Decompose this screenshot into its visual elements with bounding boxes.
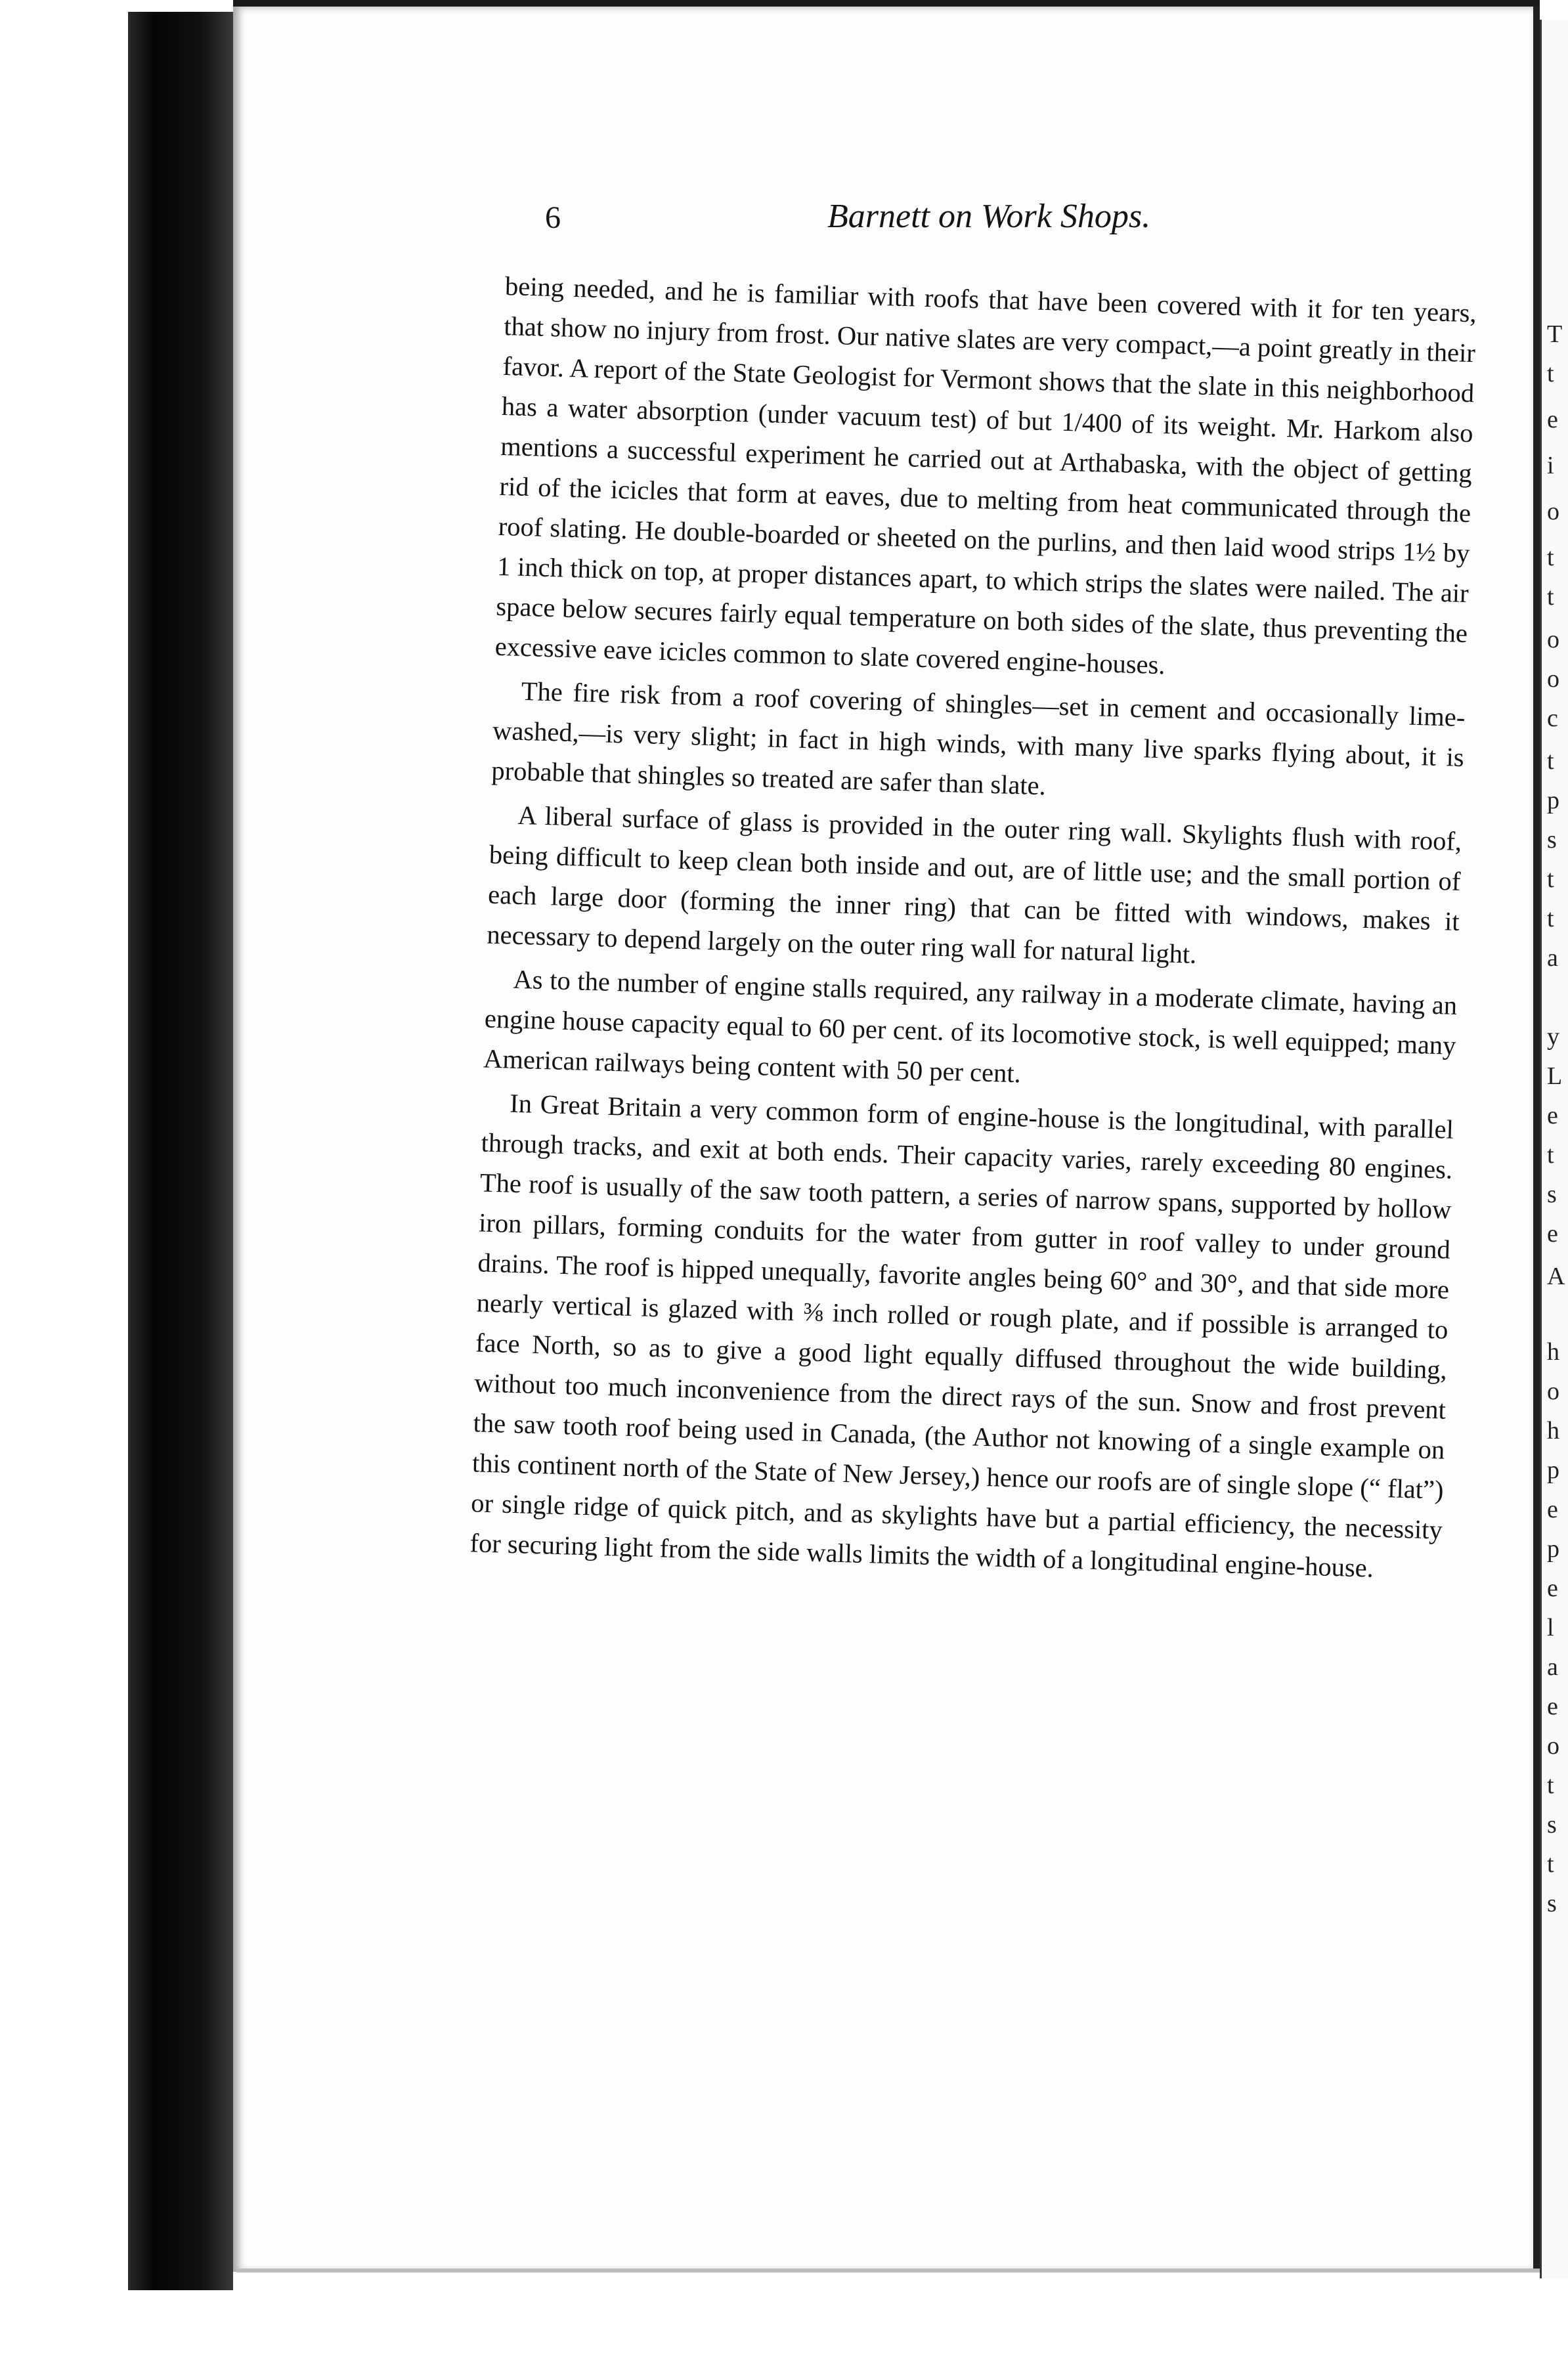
facing-page-letter: p [1547, 1535, 1559, 1563]
paragraph: being needed, and he is familiar with roofs that have been covered with it for ten years, that show no injury from frost. Our native slates are very compact,—a point greatly in their favor. A report of the State Geologist for Vermont shows that the slate in this neighborhood has a water absorption (under vacuum test) of but 1/400 of its weight. Mr. Harkom also mentions a successful experiment he carried out at Arthabaska, with the object of getting rid of the icicles that form at eaves, due to melting from heat communicated through the roof slating. He double-boarded or sheeted on the purlins, and then laid wood strips 1½ by 1 inch thick on top, at proper distances apart, to which strips the slates were nailed. The air space below secures fairly equal temperature on both sides of the slate, thus preventing the excessive eave icicles common to slate covered engine-houses. [494, 271, 1477, 680]
scan-margin [0, 0, 128, 2369]
facing-page-letter: a [1547, 1653, 1558, 1681]
facing-page-letter: e [1547, 406, 1558, 433]
facing-page-letter: p [1547, 787, 1559, 814]
page-bottom-edge [236, 2269, 1540, 2272]
book-binding-shadow [128, 12, 233, 2290]
facing-page-letter: s [1547, 826, 1557, 854]
facing-page-letter: t [1547, 583, 1554, 611]
facing-page-letter: T [1547, 320, 1563, 348]
paragraph: The fire risk from a roof covering of shingles—set in cement and occasionally lime-washed,—is very slight; in fact in high winds, with many live sparks flying about, it is probable that shingles so treated are safer than slate. [490, 676, 1466, 801]
facing-page-letter: o [1547, 665, 1559, 693]
facing-page-letter: o [1547, 1732, 1559, 1760]
facing-page-letter: h [1547, 1417, 1559, 1445]
facing-page-letter: s [1547, 1811, 1557, 1838]
paragraph: A liberal surface of glass is provided in the outer ring wall. Skylights flush with roof, being difficult to keep clean both inside and out, are of little use; and the small portion of each large door (forming the inner ring) that can be fitted with windows, makes it necessary to depend largely on the outer ring wall for natural light. [486, 800, 1462, 969]
facing-page-letter: t [1547, 905, 1554, 932]
facing-page-letter: l [1547, 1614, 1554, 1641]
facing-page-letter: e [1547, 1220, 1558, 1248]
facing-page-letter: o [1547, 626, 1559, 653]
facing-page-letter: L [1547, 1062, 1563, 1090]
facing-page-letter: t [1547, 360, 1554, 387]
facing-page-letter: s [1547, 1181, 1557, 1208]
facing-page-letter: A [1547, 1263, 1565, 1290]
paragraph: As to the number of engine stalls required, any railway in a moderate climate, having an engine house capacity equal to 60 per cent. of its locomotive stock, is well equipped; many American railways being content with 50 per cent. [483, 964, 1458, 1089]
facing-page-letter: p [1547, 1456, 1559, 1484]
facing-page-letter: s [1547, 1890, 1557, 1917]
facing-page-letter: e [1547, 1496, 1558, 1523]
body-text [469, 266, 1477, 1594]
facing-page-letter: i [1547, 452, 1554, 479]
facing-page-letter: t [1547, 1850, 1554, 1878]
facing-page-edge [1540, 20, 1568, 2278]
facing-page-letter: o [1547, 498, 1559, 525]
facing-page-letter: o [1547, 1378, 1559, 1405]
page-header [545, 197, 1464, 250]
facing-page-letter: t [1547, 544, 1554, 571]
facing-page-letter: t [1547, 865, 1554, 893]
facing-page-letter: e [1547, 1693, 1558, 1720]
facing-page-letter: t [1547, 1141, 1554, 1169]
facing-page-letter: t [1547, 747, 1554, 775]
facing-page-letter: c [1547, 705, 1558, 732]
facing-page-letter: e [1547, 1575, 1558, 1602]
running-title: Barnett on Work Shops. [827, 198, 1151, 235]
facing-page-letter: h [1547, 1338, 1559, 1366]
facing-page-letter: e [1547, 1102, 1558, 1129]
paragraph: In Great Britain a very common form of engine-house is the longitudinal, with parallel through tracks, and exit at both ends. Their capacity varies, rarely exceeding 80 engines. The roof is usually of the saw tooth pattern, a series of narrow spans, supported by hollow iron pillars, forming conduits for the water from gutter in roof valley to under ground drains. The roof is hipped unequally, favorite angles being 60° and 30°, and that side more nearly vertical is glazed with ⅜ inch rolled or rough plate, and if possible is arranged to face North, so as to give a good light equally diffused throughout the wide building, without too much inconvenience from the direct rays of the sun. Snow and frost prevent the saw tooth roof being used in Canada, (the Author not knowing of a single example on this continent north of the State of New Jersey,) hence our roofs are of single slope (“ flat”) or single ridge of quick pitch, and as skylights have but a partial efficiency, the necessity for securing light from the side walls limits the width of a longitudinal engine-house. [469, 1088, 1454, 1583]
facing-page-letter: y [1547, 1023, 1559, 1051]
page-number: 6 [545, 200, 561, 235]
facing-page-letter: t [1547, 1771, 1554, 1799]
facing-page-letter: a [1547, 944, 1558, 972]
